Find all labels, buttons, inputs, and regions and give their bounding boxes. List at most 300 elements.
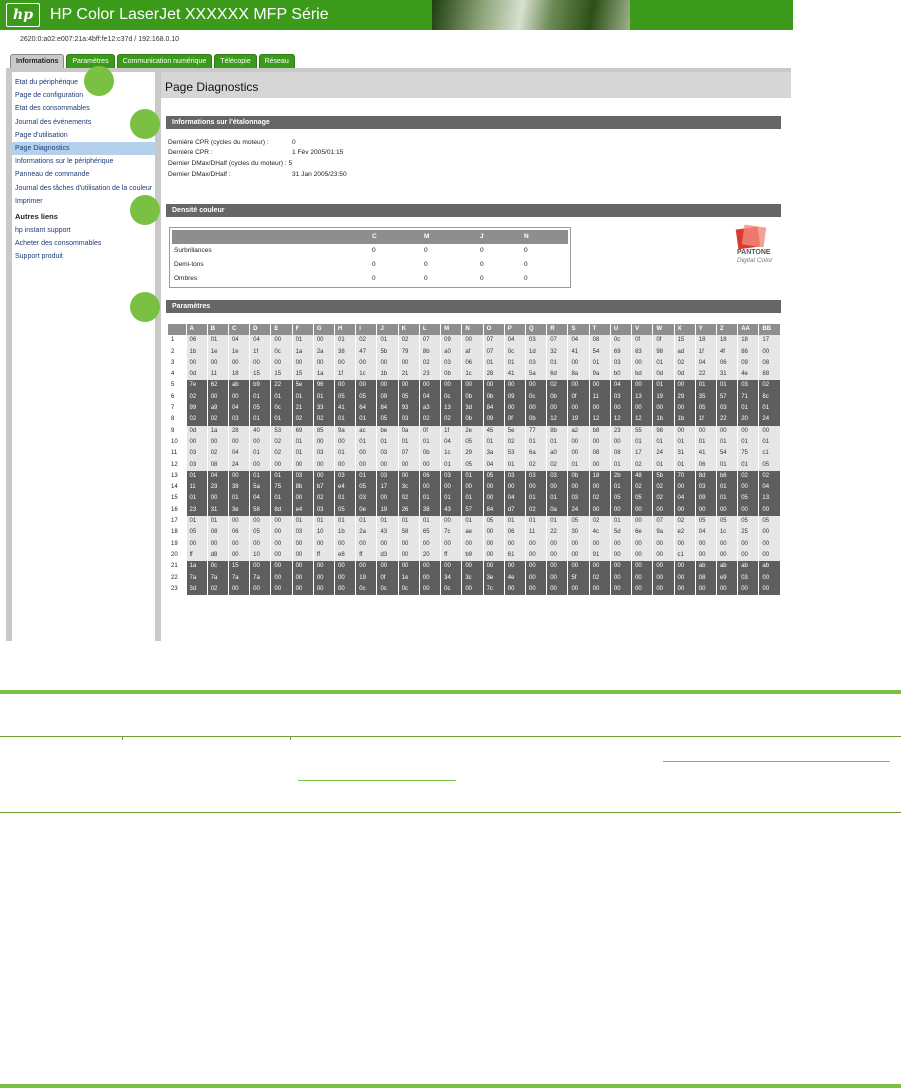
params-cell: 05 <box>483 471 504 482</box>
params-cell: 00 <box>441 539 462 550</box>
params-cell: 00 <box>250 437 271 448</box>
params-cell: 12 <box>632 414 653 425</box>
params-cell: 03 <box>377 471 398 482</box>
density-value: 0 <box>372 247 376 254</box>
params-cell: 05 <box>738 493 759 504</box>
params-row-number: 20 <box>168 550 186 561</box>
params-cell: 01 <box>207 335 228 346</box>
params-cell: 01 <box>356 471 377 482</box>
params-cell: c1 <box>759 448 781 459</box>
params-cell: 00 <box>292 573 313 584</box>
params-cell: 00 <box>356 539 377 550</box>
params-cell: 00 <box>610 573 631 584</box>
params-cell: 01 <box>335 493 356 504</box>
params-cell: 02 <box>292 414 313 425</box>
params-cell: 08 <box>759 358 781 369</box>
params-cell: 1e <box>228 347 249 358</box>
params-cell: 01 <box>695 437 716 448</box>
params-cell: 4c <box>589 527 610 538</box>
params-cell: 00 <box>504 403 525 414</box>
params-cell: 00 <box>759 573 781 584</box>
density-value: 0 <box>480 275 484 282</box>
params-cell: 00 <box>313 539 334 550</box>
params-cell: 0b <box>547 392 568 403</box>
params-cell: 00 <box>589 505 610 516</box>
params-cell: 00 <box>632 584 653 595</box>
params-cell: 02 <box>271 437 292 448</box>
params-cell: 09 <box>695 493 716 504</box>
params-cell: 00 <box>526 403 547 414</box>
params-cell: 15 <box>674 335 695 346</box>
params-cell: 00 <box>292 561 313 572</box>
params-cell: 00 <box>271 527 292 538</box>
params-row <box>168 335 781 346</box>
params-cell: 00 <box>589 561 610 572</box>
params-cell: 00 <box>356 358 377 369</box>
hp-logo: hp <box>6 3 40 27</box>
params-cell: 22 <box>271 380 292 391</box>
link-acheter-consommables[interactable]: Acheter des consommables <box>15 240 102 248</box>
params-cell: 0b <box>419 448 440 459</box>
params-cell: 03 <box>526 335 547 346</box>
params-cell: 06 <box>462 358 483 369</box>
params-cell: 00 <box>335 573 356 584</box>
sidebar-item-page-diagnostics[interactable]: Page Diagnostics <box>12 142 155 155</box>
params-cell: 00 <box>186 539 207 550</box>
params-cell: 18 <box>695 335 716 346</box>
params-cell: 01 <box>335 414 356 425</box>
params-cell: 06 <box>716 358 737 369</box>
params-cell: 00 <box>610 505 631 516</box>
params-cell: 1a <box>313 369 334 380</box>
tab-parametres[interactable]: Paramètres <box>66 54 114 68</box>
params-cell: b7 <box>313 482 334 493</box>
params-cell: 00 <box>441 516 462 527</box>
params-cell: 11 <box>207 369 228 380</box>
params-cell: 04 <box>610 380 631 391</box>
params-cell: 8c <box>759 392 781 403</box>
params-cell: 01 <box>504 460 525 471</box>
params-cell: 00 <box>335 561 356 572</box>
params-cell: 00 <box>250 516 271 527</box>
params-cell: 40 <box>250 426 271 437</box>
params-cell: 1d <box>526 347 547 358</box>
density-row-label: Demi-tons <box>174 261 204 268</box>
params-col-header: S <box>568 324 589 335</box>
params-row <box>168 573 781 584</box>
params-cell: 03 <box>335 471 356 482</box>
params-cell: 6e <box>632 527 653 538</box>
params-cell: 88 <box>759 369 781 380</box>
params-cell: 43 <box>377 527 398 538</box>
params-cell: 00 <box>568 584 589 595</box>
params-cell: 00 <box>716 426 737 437</box>
params-cell: 01 <box>356 437 377 448</box>
params-cell: 0c <box>610 335 631 346</box>
doc-link-underline <box>663 761 890 762</box>
params-cell: 00 <box>738 426 759 437</box>
params-cell: 02 <box>589 516 610 527</box>
params-row-number: 9 <box>168 426 186 437</box>
params-cell: 01 <box>377 437 398 448</box>
params-cell: 01 <box>547 516 568 527</box>
pantone-logo <box>729 222 784 272</box>
params-cell: 01 <box>250 414 271 425</box>
params-cell: 58 <box>398 527 419 538</box>
params-cell: 01 <box>419 493 440 504</box>
params-cell: 01 <box>186 471 207 482</box>
params-cell: 01 <box>526 516 547 527</box>
callout-marker-3 <box>130 195 160 225</box>
params-cell: 54 <box>716 448 737 459</box>
params-cell: 24 <box>228 460 249 471</box>
tab-bar <box>10 54 295 68</box>
params-cell: 02 <box>589 573 610 584</box>
params-cell: 02 <box>759 380 781 391</box>
params-cell: 00 <box>759 505 781 516</box>
params-cell: 3d <box>462 403 483 414</box>
params-cell: ab <box>716 561 737 572</box>
params-cell: 00 <box>398 471 419 482</box>
params-cell: 12 <box>610 414 631 425</box>
params-cell: 01 <box>589 358 610 369</box>
params-col-header: I <box>356 324 377 335</box>
params-cell: 00 <box>483 527 504 538</box>
params-cell: 21 <box>292 403 313 414</box>
params-cell: 03 <box>610 392 631 403</box>
params-cell: 0c <box>271 403 292 414</box>
params-row-number: 7 <box>168 403 186 414</box>
params-cell: 04 <box>207 471 228 482</box>
callout-marker-1 <box>84 66 114 96</box>
params-cell: 00 <box>292 584 313 595</box>
params-cell: 24 <box>568 505 589 516</box>
tab-communication-numerique[interactable]: Communication numérique <box>117 54 213 68</box>
params-cell: 9a <box>589 369 610 380</box>
density-col-j: J <box>480 233 484 240</box>
params-cell: 1f <box>441 426 462 437</box>
params-cell: 0b <box>441 369 462 380</box>
params-cell: 0f <box>419 426 440 437</box>
params-cell: 00 <box>483 380 504 391</box>
params-cell: 11 <box>589 392 610 403</box>
callout-marker-2 <box>130 109 160 139</box>
params-cell: 00 <box>653 561 674 572</box>
params-cell: 69 <box>610 347 631 358</box>
params-cell: 00 <box>441 482 462 493</box>
density-col-c: C <box>372 233 377 240</box>
tab-telecopie[interactable]: Télécopie <box>214 54 256 68</box>
params-cell: 00 <box>610 584 631 595</box>
params-cell: 32 <box>547 347 568 358</box>
params-row-number: 6 <box>168 392 186 403</box>
calibration-label: Dernier DMax/DHalf : <box>168 171 231 178</box>
params-cell: 0f <box>504 414 525 425</box>
params-cell: 19 <box>653 392 674 403</box>
params-cell: 00 <box>186 437 207 448</box>
params-cell: 19 <box>356 573 377 584</box>
params-cell: 2e <box>462 426 483 437</box>
params-cell: 2a <box>356 527 377 538</box>
link-support-produit[interactable]: Support produit <box>15 253 63 261</box>
params-cell: 00 <box>313 561 334 572</box>
params-cell: 03 <box>738 380 759 391</box>
params-cell: 01 <box>716 380 737 391</box>
params-cell: 00 <box>441 561 462 572</box>
density-value: 0 <box>372 275 376 282</box>
params-row-number: 17 <box>168 516 186 527</box>
params-cell: 00 <box>759 539 781 550</box>
params-cell: 77 <box>526 426 547 437</box>
sidebar-item-imprimer[interactable]: Imprimer <box>15 197 43 205</box>
params-cell: 02 <box>186 392 207 403</box>
params-col-header: A <box>186 324 207 335</box>
params-cell: 4e <box>504 573 525 584</box>
params-cell: 15 <box>271 369 292 380</box>
params-cell: 00 <box>483 539 504 550</box>
params-cell: 00 <box>483 482 504 493</box>
params-cell: 7e <box>186 380 207 391</box>
params-cell: c1 <box>674 550 695 561</box>
sidebar-item-etat-peripherique[interactable]: Etat du périphérique <box>15 79 79 86</box>
params-cell: 05 <box>356 392 377 403</box>
params-cell: 3c <box>398 482 419 493</box>
params-cell: 38 <box>335 347 356 358</box>
params-cell: ff <box>356 550 377 561</box>
density-header-row <box>172 230 568 244</box>
params-cell: 00 <box>547 482 568 493</box>
params-row <box>168 347 781 358</box>
params-cell: 00 <box>356 448 377 459</box>
params-cell: 00 <box>504 539 525 550</box>
params-cell: 00 <box>271 584 292 595</box>
params-cell: 01 <box>271 414 292 425</box>
params-cell: 70 <box>674 471 695 482</box>
params-cell: 03 <box>716 403 737 414</box>
params-cell: 00 <box>186 358 207 369</box>
params-cell: 5b <box>653 471 674 482</box>
params-cell: 20 <box>738 414 759 425</box>
params-cell: 00 <box>568 550 589 561</box>
params-cell: 00 <box>462 335 483 346</box>
params-cell: 00 <box>568 448 589 459</box>
params-cell: 00 <box>610 561 631 572</box>
params-cell: 01 <box>186 493 207 504</box>
density-col-n: N <box>524 233 529 240</box>
params-cell: ab <box>759 561 781 572</box>
params-cell: 17 <box>632 448 653 459</box>
params-cell: 01 <box>271 392 292 403</box>
sidebar-item-journal-couleur[interactable]: Journal des tâches d'utilisation de la couleur <box>15 184 153 192</box>
density-row-label: Surbrillances <box>174 247 212 254</box>
calibration-row <box>168 149 343 156</box>
params-cell: 01 <box>526 437 547 448</box>
params-cell: b0 <box>610 369 631 380</box>
params-cell: 03 <box>738 573 759 584</box>
params-cell: 04 <box>695 527 716 538</box>
params-cell: 02 <box>547 460 568 471</box>
params-col-header: G <box>313 324 334 335</box>
params-cell: 98 <box>653 426 674 437</box>
params-cell: 05 <box>695 403 716 414</box>
params-row <box>168 448 781 459</box>
params-cell: 96 <box>313 380 334 391</box>
params-cell: 06 <box>504 527 525 538</box>
params-cell: 01 <box>547 493 568 504</box>
params-cell: 8b <box>419 347 440 358</box>
params-cell: 00 <box>356 460 377 471</box>
params-cell: 28 <box>228 426 249 437</box>
params-cell: 00 <box>695 505 716 516</box>
params-cell: 00 <box>674 380 695 391</box>
params-cell: 09 <box>504 392 525 403</box>
density-value: 0 <box>524 247 528 254</box>
sidebar-item-page-configuration[interactable]: Page de configuration <box>15 92 84 100</box>
sidebar-item-etat-consommables[interactable]: Etat des consommables <box>15 105 90 113</box>
params-cell: 00 <box>738 550 759 561</box>
params-col-header: R <box>547 324 568 335</box>
params-cell: 01 <box>483 358 504 369</box>
sidebar-item-page-utilisation[interactable]: Page d'utilisation <box>15 131 68 139</box>
params-cell: 6d <box>547 369 568 380</box>
params-cell: 8a <box>568 369 589 380</box>
params-cell: 00 <box>398 358 419 369</box>
params-cell: 03 <box>313 505 334 516</box>
params-cell: 00 <box>653 550 674 561</box>
params-cell: 01 <box>250 471 271 482</box>
params-cell: 01 <box>356 414 377 425</box>
params-cell: 24 <box>759 414 781 425</box>
params-cell: 02 <box>547 380 568 391</box>
params-cell: 5b <box>377 347 398 358</box>
params-cell: 01 <box>738 460 759 471</box>
params-cell: 02 <box>632 460 653 471</box>
params-cell: 00 <box>674 426 695 437</box>
params-cell: 47 <box>356 347 377 358</box>
params-cell: 00 <box>356 380 377 391</box>
density-col-m: M <box>424 233 430 240</box>
params-row-number: 4 <box>168 369 186 380</box>
params-row <box>168 584 781 595</box>
density-value: 0 <box>480 261 484 268</box>
params-cell: 00 <box>568 539 589 550</box>
params-cell: 25 <box>738 527 759 538</box>
params-cell: 00 <box>377 380 398 391</box>
params-cell: 1e <box>207 347 228 358</box>
params-cell: 04 <box>250 493 271 504</box>
params-cell: 00 <box>419 573 440 584</box>
doc-rule-middle <box>0 736 901 737</box>
sidebar-item-panneau-commande[interactable]: Panneau de commande <box>15 171 90 179</box>
params-cell: 00 <box>462 539 483 550</box>
params-cell: 00 <box>313 358 334 369</box>
params-row-number: 14 <box>168 482 186 493</box>
params-cell: ff <box>186 550 207 561</box>
params-cell: 00 <box>674 505 695 516</box>
params-cell: 58 <box>250 505 271 516</box>
tab-informations[interactable]: Informations <box>10 54 64 68</box>
params-row-number: 13 <box>168 471 186 482</box>
params-cell: 01 <box>526 493 547 504</box>
params-cell: ac <box>356 426 377 437</box>
params-cell: 03 <box>610 358 631 369</box>
params-cell: 04 <box>568 335 589 346</box>
params-cell: af <box>462 347 483 358</box>
params-cell: 04 <box>228 403 249 414</box>
params-col-header: L <box>419 324 440 335</box>
params-cell: e4 <box>335 482 356 493</box>
params-cell: 00 <box>589 460 610 471</box>
params-cell: 04 <box>419 392 440 403</box>
params-cell: 02 <box>738 471 759 482</box>
params-cell: 01 <box>292 335 313 346</box>
params-cell: 00 <box>377 358 398 369</box>
params-cell: 13 <box>632 392 653 403</box>
params-cell: 00 <box>568 482 589 493</box>
params-cell: 08 <box>610 448 631 459</box>
main-title: Page Diagnostics <box>161 72 791 98</box>
params-col-header <box>168 324 186 335</box>
params-cell: 00 <box>335 358 356 369</box>
params-cell: 00 <box>228 516 249 527</box>
params-cell: 05 <box>335 505 356 516</box>
params-cell: 01 <box>271 471 292 482</box>
params-cell: 02 <box>207 448 228 459</box>
params-cell: 8b <box>547 426 568 437</box>
params-cell: 00 <box>313 460 334 471</box>
params-cell: 54 <box>589 347 610 358</box>
params-cell: 02 <box>186 414 207 425</box>
density-value: 0 <box>524 275 528 282</box>
calibration-row <box>168 139 296 146</box>
params-cell: 01 <box>632 437 653 448</box>
params-cell: 01 <box>292 437 313 448</box>
params-cell: 00 <box>547 584 568 595</box>
tab-reseau[interactable]: Réseau <box>259 54 295 68</box>
callout-marker-4 <box>130 292 160 322</box>
params-row-number: 19 <box>168 539 186 550</box>
params-row <box>168 482 781 493</box>
params-cell: 55 <box>632 426 653 437</box>
params-row <box>168 505 781 516</box>
params-cell: 02 <box>526 505 547 516</box>
params-section-header: Paramètres <box>166 300 781 313</box>
params-cell: 0d <box>186 426 207 437</box>
params-cell: 0c <box>271 347 292 358</box>
params-cell: 5d <box>610 527 631 538</box>
params-col-header: K <box>398 324 419 335</box>
params-cell: 01 <box>335 448 356 459</box>
params-cell: 03 <box>228 414 249 425</box>
params-cell: 69 <box>292 426 313 437</box>
params-cell: 3e <box>483 573 504 584</box>
params-cell: 00 <box>738 482 759 493</box>
link-hp-instant-support[interactable]: hp instant support <box>15 226 71 234</box>
params-row <box>168 550 781 561</box>
params-cell: 1e <box>398 573 419 584</box>
params-cell: 00 <box>335 460 356 471</box>
params-cell: 00 <box>419 584 440 595</box>
params-row-number: 21 <box>168 561 186 572</box>
params-row <box>168 380 781 391</box>
params-cell: 00 <box>292 460 313 471</box>
params-cell: 03 <box>377 448 398 459</box>
params-cell: 9a <box>335 426 356 437</box>
sidebar-item-journal-evenements[interactable]: Journal des événements <box>15 118 92 126</box>
params-cell: 19 <box>568 414 589 425</box>
params-col-header: E <box>271 324 292 335</box>
sidebar-item-informations-peripherique[interactable]: Informations sur le périphérique <box>15 158 114 166</box>
